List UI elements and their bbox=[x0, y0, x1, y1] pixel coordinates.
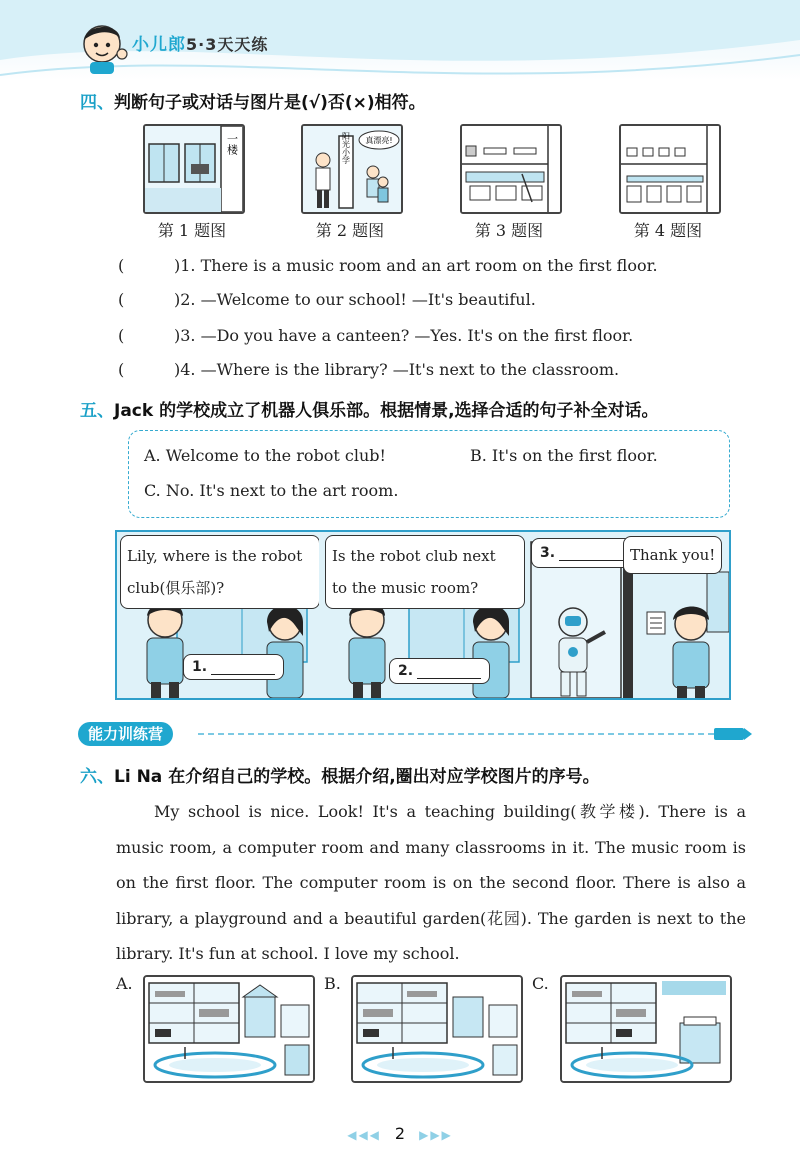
picture-1-caption: 第 1 题图 bbox=[157, 221, 227, 240]
training-bar-line bbox=[198, 733, 714, 735]
question-3-text: )3. —Do you have a canteen? —Yes. It's on the first floor. bbox=[174, 326, 634, 345]
question-3 bbox=[118, 326, 633, 345]
comic-bubble-2 bbox=[325, 535, 525, 609]
picture-2 bbox=[301, 124, 403, 214]
question-4 bbox=[118, 360, 619, 379]
comic-bubble-1 bbox=[120, 535, 320, 609]
reading-passage-text: My school is nice. Look! It's a teaching building(教学楼). There is a music room, a computer room and many classrooms in it. The music room is on the first floor. The computer room is on the second floor. There is also a library, a playground and a beautiful garden(花园). The garden is next to the library. It's fun at school. I love my school. bbox=[116, 802, 746, 963]
picture-3-caption: 第 3 题图 bbox=[474, 221, 544, 240]
answer-paren-1[interactable]: ( bbox=[118, 256, 125, 275]
answer-2-label: 2. bbox=[398, 663, 414, 679]
brand-title bbox=[132, 30, 268, 55]
answer-3-blank[interactable] bbox=[559, 546, 623, 561]
options-box bbox=[128, 430, 730, 518]
comic-bubble-1-line2: club(俱乐部)? bbox=[127, 579, 225, 597]
section4-title-text: 判断句子或对话与图片是(√)否(×)相符。 bbox=[114, 93, 426, 113]
right-arrows-icon: ▶▶▶ bbox=[419, 1128, 453, 1142]
section5-number: 五、 bbox=[80, 401, 114, 421]
training-bar bbox=[78, 722, 744, 746]
answer-1-blank[interactable] bbox=[211, 660, 275, 675]
comic-strip bbox=[115, 530, 731, 700]
comic-bubble-2-line2: to the music room? bbox=[332, 579, 479, 597]
school-picture-c[interactable] bbox=[560, 975, 732, 1083]
comic-panel-3 bbox=[527, 532, 729, 698]
answer-bubble-1[interactable] bbox=[183, 654, 284, 680]
question-2-text: )2. —Welcome to our school! —It's beautiful. bbox=[174, 290, 536, 309]
answer-2-blank[interactable] bbox=[417, 664, 481, 679]
section6-title bbox=[80, 762, 600, 787]
page-footer bbox=[0, 1124, 800, 1143]
comic-bubble-2-line1: Is the robot club next bbox=[332, 547, 496, 565]
question-4-text: )4. —Where is the library? —It's next to the classroom. bbox=[174, 360, 620, 379]
option-c: C. No. It's next to the art room. bbox=[144, 481, 399, 500]
answer-paren-4[interactable]: ( bbox=[118, 360, 125, 379]
school-picture-a[interactable] bbox=[143, 975, 315, 1083]
reading-passage bbox=[116, 794, 746, 972]
question-2 bbox=[118, 290, 536, 309]
picture-2-sign: 阳光小学 bbox=[341, 132, 351, 164]
picture-4 bbox=[619, 124, 721, 214]
choice-b-label[interactable]: B. bbox=[324, 974, 341, 993]
section5-title-text: Jack 的学校成立了机器人俱乐部。根据情景,选择合适的句子补全对话。 bbox=[114, 401, 659, 421]
question-1 bbox=[118, 256, 658, 275]
picture-1 bbox=[143, 124, 245, 214]
section6-title-text: Li Na 在介绍自己的学校。根据介绍,圈出对应学校图片的序号。 bbox=[114, 767, 600, 787]
question-1-text: )1. There is a music room and an art room on the first floor. bbox=[174, 256, 658, 275]
section4-number: 四、 bbox=[80, 93, 114, 113]
section4-title bbox=[80, 88, 426, 113]
brand-name: 小儿郎 bbox=[132, 35, 186, 55]
picture-4-caption: 第 4 题图 bbox=[633, 221, 703, 240]
answer-bubble-3[interactable] bbox=[531, 538, 632, 568]
comic-bubble-1-line1: Lily, where is the robot bbox=[127, 547, 303, 565]
choice-c-label[interactable]: C. bbox=[532, 974, 549, 993]
picture-2-speech: 真漂亮! bbox=[365, 136, 393, 145]
answer-1-label: 1. bbox=[192, 659, 208, 675]
answer-paren-2[interactable]: ( bbox=[118, 290, 125, 309]
answer-3-label: 3. bbox=[540, 545, 556, 561]
section5-title bbox=[80, 396, 659, 421]
option-b: B. It's on the first floor. bbox=[470, 446, 658, 465]
comic-bubble-3: Thank you! bbox=[623, 536, 722, 574]
pencil-icon bbox=[714, 728, 744, 740]
school-picture-b[interactable] bbox=[351, 975, 523, 1083]
mascot-icon bbox=[78, 20, 130, 74]
page-number: 2 bbox=[394, 1124, 406, 1143]
section6-number: 六、 bbox=[80, 767, 114, 787]
picture-1-sign: 一楼 bbox=[225, 133, 239, 155]
picture-3 bbox=[460, 124, 562, 214]
answer-bubble-2[interactable] bbox=[389, 658, 490, 684]
option-a: A. Welcome to the robot club! bbox=[144, 446, 386, 465]
answer-paren-3[interactable]: ( bbox=[118, 326, 125, 345]
comic-panel-2 bbox=[319, 532, 529, 698]
picture-2-caption: 第 2 题图 bbox=[315, 221, 385, 240]
comic-panel-1 bbox=[117, 532, 321, 698]
left-arrows-icon: ◀◀◀ bbox=[347, 1128, 381, 1142]
choice-a-label[interactable]: A. bbox=[116, 974, 133, 993]
training-bar-label: 能力训练营 bbox=[78, 722, 173, 746]
brand-series: 5·3天天练 bbox=[186, 35, 269, 54]
